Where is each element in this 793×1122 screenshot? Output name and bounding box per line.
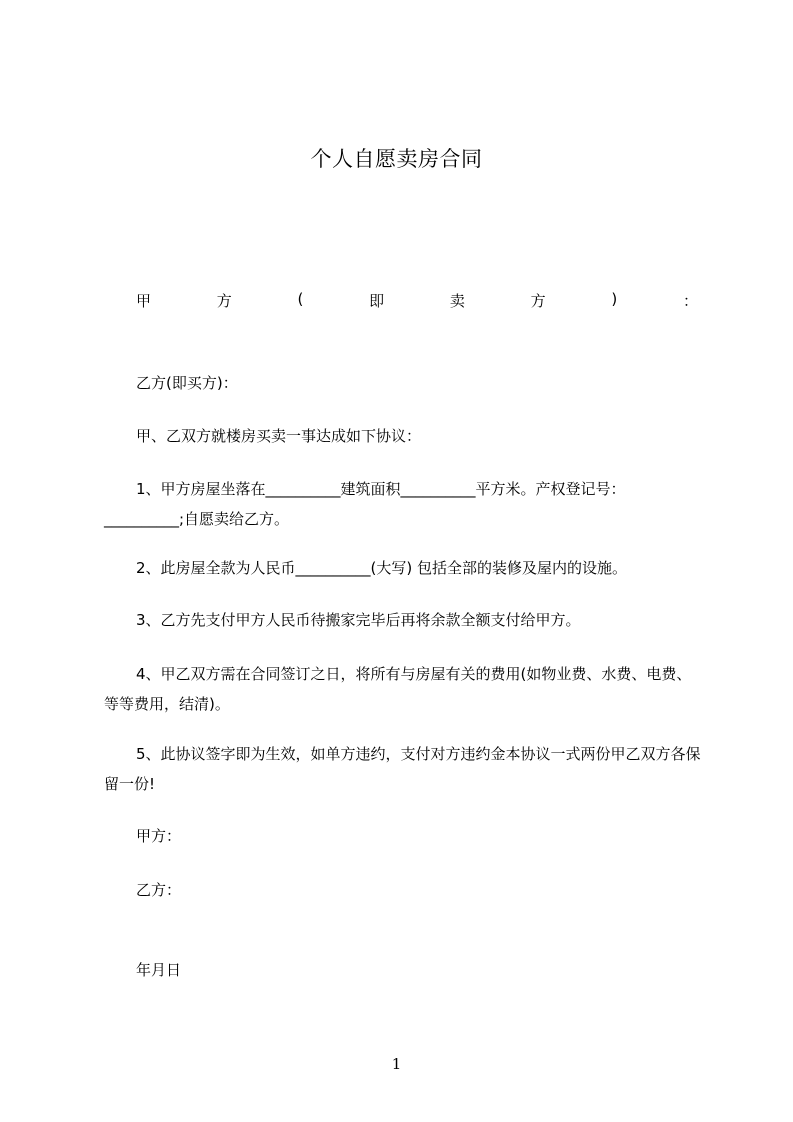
clause-2-text: 2、此房屋全款为人民币__________(大写) 包括全部的装修及屋内的设施。 (136, 559, 628, 577)
clause-1 (104, 474, 704, 534)
party-a-char: 即 (369, 292, 385, 310)
party-a-char: ) (611, 290, 618, 308)
document-title: 个人自愿卖房合同 (310, 147, 483, 171)
page-number: 1 (391, 1055, 402, 1073)
signature-party-b: 乙方： (136, 881, 182, 899)
party-a-char: 甲 (136, 292, 152, 310)
party-a-char: 方 (530, 292, 546, 310)
party-a-char: ： (682, 292, 698, 310)
party-a-line (136, 290, 698, 311)
clause-3-text: 3、乙方先支付甲方人民币待搬家完毕后再将余款全额支付给甲方。 (136, 611, 581, 629)
party-a-char: 方 (216, 292, 232, 310)
party-b-line: 乙方(即买方)： (136, 374, 238, 392)
date-line: 年月日 (136, 961, 182, 979)
clause-4 (104, 659, 704, 719)
party-a-char: ( (297, 290, 304, 308)
clause-4-text: 4、甲乙双方需在合同签订之日，将所有与房屋有关的费用(如物业费、水费、电费、等等费用，结清)。 (104, 665, 692, 713)
clause-3 (104, 605, 704, 635)
clause-1-text: 1、甲方房屋坐落在__________建筑面积__________平方米。产权登记号：__________;自愿卖给乙方。 (104, 480, 626, 528)
clause-5-text: 5、此协议签字即为生效，如单方违约，支付对方违约金本协议一式两份甲乙双方各保留一份! (104, 745, 701, 793)
party-a-char: 卖 (449, 292, 465, 310)
signature-party-a: 甲方： (136, 827, 182, 845)
clause-2 (104, 553, 704, 583)
intro-paragraph: 甲、乙双方就楼房买卖一事达成如下协议： (136, 427, 422, 445)
clause-5 (104, 739, 704, 799)
